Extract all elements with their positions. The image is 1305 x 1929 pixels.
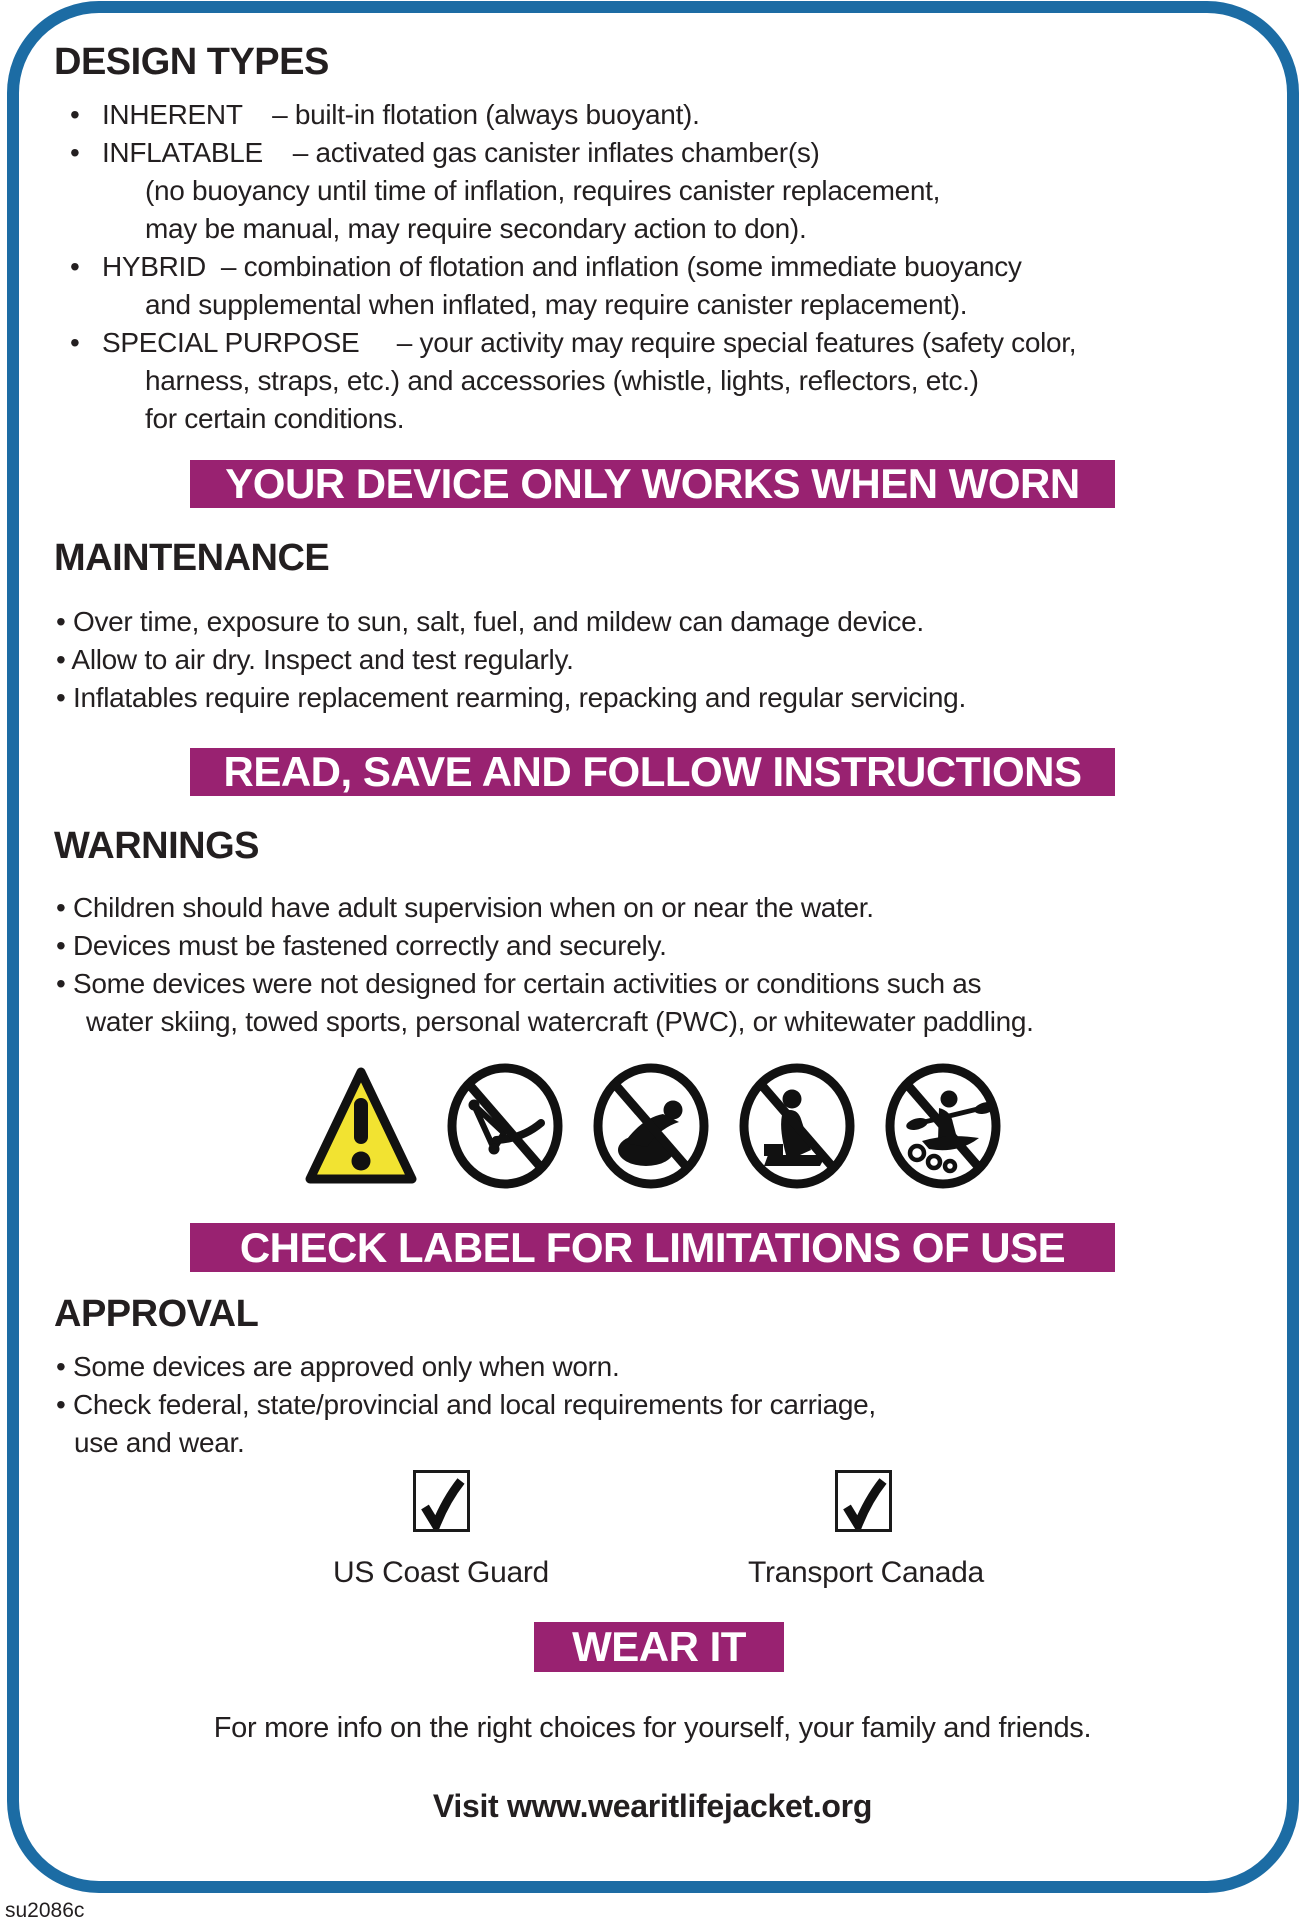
approval-list xyxy=(0,1348,1265,1462)
footer-visit-url: Visit www.wearitlifejacket.org xyxy=(432,1788,873,1824)
wear-it-banner: WEAR IT xyxy=(534,1622,784,1672)
warning-icon-row xyxy=(0,1063,1305,1193)
list-item: • HYBRID – combination of flotation and inflation (some immediate buoyancy xyxy=(70,251,1022,282)
list-item: • INFLATABLE – activated gas canister inflates chamber(s) xyxy=(70,137,820,168)
list-item: • Check federal, state/provincial and local requirements for carriage, xyxy=(56,1389,876,1420)
transport-canada-label: Transport Canada xyxy=(748,1556,984,1589)
us-coast-guard-label: US Coast Guard xyxy=(333,1556,549,1589)
list-item: • Some devices were not designed for certain activities or conditions such as xyxy=(56,968,982,999)
list-item: • Some devices are approved only when worn. xyxy=(56,1351,620,1382)
list-item-continuation: use and wear. xyxy=(74,1427,245,1458)
maintenance-list xyxy=(0,603,1265,717)
list-item: • INHERENT – built-in flotation (always buoyant). xyxy=(70,99,700,130)
list-item: • Allow to air dry. Inspect and test regularly. xyxy=(56,644,574,675)
list-item: • Children should have adult supervision when on or near the water. xyxy=(56,892,874,923)
checkmark-icon xyxy=(838,1516,889,1533)
worn-banner: YOUR DEVICE ONLY WORKS WHEN WORN xyxy=(190,460,1115,508)
checkmark-icon xyxy=(416,1516,467,1533)
no-personal-watercraft-icon xyxy=(736,1061,858,1196)
check-label-banner: CHECK LABEL FOR LIMITATIONS OF USE xyxy=(190,1223,1115,1272)
list-item: • Over time, exposure to sun, salt, fuel, and mildew can damage device. xyxy=(56,606,924,637)
list-item-continuation: may be manual, may require secondary action to don). xyxy=(145,213,807,244)
list-item: • Devices must be fastened correctly and securely. xyxy=(56,930,667,961)
no-towed-sports-icon xyxy=(590,1061,712,1196)
design-types-heading: DESIGN TYPES xyxy=(54,41,329,83)
no-whitewater-paddling-icon xyxy=(882,1061,1004,1196)
footer-info-text: For more info on the right choices for yourself, your family and friends. xyxy=(213,1712,1092,1744)
list-item: • Inflatables require replacement rearming, repacking and regular servicing. xyxy=(56,682,966,713)
approval-heading: APPROVAL xyxy=(54,1293,259,1335)
read-banner: READ, SAVE AND FOLLOW INSTRUCTIONS xyxy=(190,748,1115,796)
warnings-list xyxy=(0,889,1265,1041)
list-item-continuation: water skiing, towed sports, personal watercraft (PWC), or whitewater paddling. xyxy=(86,1006,1034,1037)
list-item: • SPECIAL PURPOSE – your activity may require special features (safety color, xyxy=(70,327,1077,358)
design-types-list xyxy=(0,96,1265,438)
us-coast-guard-checkbox xyxy=(413,1470,470,1532)
list-item-continuation: and supplemental when inflated, may require canister replacement). xyxy=(145,289,968,320)
warning-triangle-icon xyxy=(302,1062,420,1194)
list-item-continuation: harness, straps, etc.) and accessories (whistle, lights, reflectors, etc.) xyxy=(145,365,979,396)
document-code: su2086c xyxy=(5,1899,85,1922)
warnings-heading: WARNINGS xyxy=(54,825,259,867)
maintenance-heading: MAINTENANCE xyxy=(54,537,330,579)
list-item-continuation: for certain conditions. xyxy=(145,403,405,434)
list-item-continuation: (no buoyancy until time of inflation, requires canister replacement, xyxy=(145,175,941,206)
transport-canada-checkbox xyxy=(835,1470,892,1532)
no-water-skiing-icon xyxy=(444,1061,566,1196)
